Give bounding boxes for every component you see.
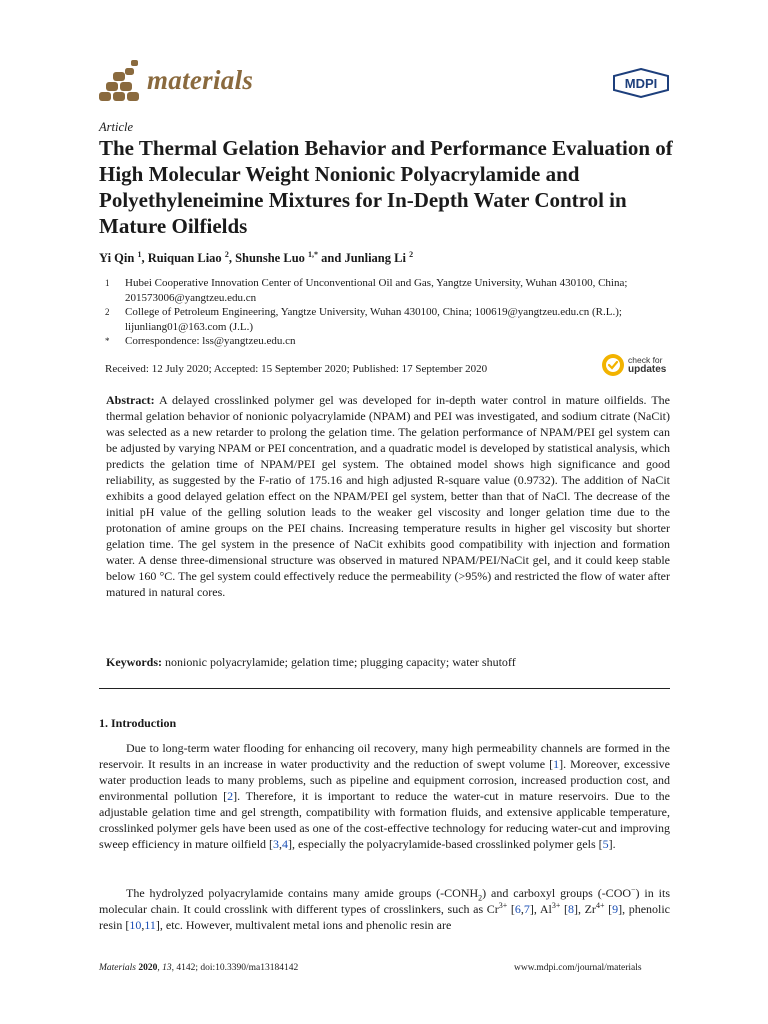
publisher-name: MDPI [624,76,658,91]
author-affiliation-marker: 1,* [308,250,319,259]
author-separator: , [228,251,236,266]
affiliation-marker: 1 [105,278,110,288]
paragraph-text: Due to long-term water flooding for enhancing oil recovery, many high permeability channels are formed in the reservoir. It results in an increase in water productivity and the reduction of swept volume [ [99,741,670,771]
abstract [106,392,670,600]
affiliation-text: Hubei Cooperative Innovation Center of Unconventional Oil and Gas, Yangtze University, Wuhan 430100, China; 201573006@yangtzeu.edu.cn [125,277,628,304]
superscript: 3+ [551,901,561,910]
superscript: 3+ [498,901,508,910]
section-divider [99,688,670,689]
footer-journal-url[interactable]: www.mdpi.com/journal/materials [514,963,642,973]
author-name[interactable]: Shunshe Luo [235,251,305,266]
subscript: 2 [478,893,483,903]
author-name[interactable]: Ruiquan Liao [147,251,222,266]
affiliation-marker: * [105,336,110,346]
updates-label-bottom: updates [628,364,667,375]
paragraph-text: [ [604,902,613,916]
abstract-text: A delayed crosslinked polymer gel was developed for in-depth water control in mature oilfields. The thermal gelation behavior of nonionic polyacrylamide (NPAM) and PEI was investigated, and sodium citrate (NaCit) was selected as a new retarder to prolong the gelation time. The gelation performance of NPAM/PEI gel system can be adjusted by varying NPAM or PEI concentration, and a quadratic model is developed by statistical analysis, which predicts the gelation time of NPAM/PEI gel system. The obtained model shows high significance and good reliability, as suggested by the F-ratio of 175.16 and high adjusted R-square value (0.9732). The addition of NaCit exhibits a good delayed gelation effect on the NPAM/PEI gel system, better than that of NaCl. The decrease of the initial pH value of the gelling solution leads to the weaker gel viscosity and longer gelation time due to the protonation of amine groups on the PEI chains. Increasing temperature results in higher gel viscosity but shorter gelation time. The gel system in the presence of NaCit exhibits good compatibility with injection and formation water. A dense three-dimensional structure was observed in matured NPAM/PEI/NaCit gel, and it could keep stable below 160 °C. The gel system could effectively reduce the permeability (>95%) and restricted the flow of water after matured in natural cores. [106,393,671,599]
check-for-updates-button[interactable] [601,353,666,377]
citation-link[interactable]: 1 [553,757,560,771]
affiliation-text: College of Petroleum Engineering, Yangtze University, Wuhan 430100, China; 100619@yangtzeu.edu.cn (R.L.); lijunliang01@163.com (J.L.) [125,306,622,333]
paragraph-text: ) in its molecular chain. It could crosslink with different types of crosslinkers, such as Cr [99,886,670,916]
superscript: − [631,885,636,894]
paragraph-text: ]. Therefore, it is important to reduce the water-cut in mature reservoirs. Due to the adjustable gelation time and gel strength, compatibility with formation fluids, and extensive applicable temperature, crosslinked polymer gels have been used as one of the cost-effective technology for reducing water-cut and improving sweep efficiency in mature oilfield [ [99,789,670,851]
author-name[interactable]: Junliang Li [344,251,406,266]
citation-link[interactable]: 5 [602,837,609,851]
footer-year: 2020 [138,963,158,973]
intro-paragraph-2 [99,885,670,933]
citation-link[interactable]: 11 [144,918,156,932]
paragraph-text: [ [560,902,568,916]
affiliation-marker: 2 [105,307,110,317]
paragraph-text: ], especially the polyacrylamide-based crosslinked polymer gels [ [288,837,603,851]
author-affiliation-marker: 2 [224,250,229,259]
citation-link[interactable]: 8 [567,902,574,916]
paragraph-text: , [520,902,524,916]
paragraph-text: ], Al [529,902,552,916]
paragraph-text: ]. [608,837,616,851]
citation-link[interactable]: 7 [523,902,530,916]
citation-link[interactable]: 3 [273,837,280,851]
correspondence-text: Correspondence: lss@yangtzeu.edu.cn [125,335,296,347]
paragraph-text: ], Zr [573,902,596,916]
superscript: 4+ [595,901,605,910]
journal-logo[interactable] [97,58,253,102]
footer-doi[interactable]: , 4142; doi:10.3390/ma13184142 [171,963,299,973]
paragraph-text: , [279,837,283,851]
author-affiliation-marker: 1 [137,250,142,259]
citation-link[interactable]: 2 [227,789,234,803]
paragraph-text: ], phenolic resin [ [99,902,671,932]
paragraph-text: , [141,918,145,932]
citation-link[interactable]: 6 [514,902,521,916]
keywords-text: nonionic polyacrylamide; gelation time; plugging capacity; water shutoff [165,655,516,669]
article-title: The Thermal Gelation Behavior and Performance Evaluation of High Molecular Weight Nonionic Polyacrylamide and Polyethyleneimine Mixtures for In-Depth Water Control in Mature Oilfields [99,136,673,238]
author-separator: , [141,251,148,266]
paragraph-text: The hydrolyzed polyacrylamide contains many amide groups (-CONH [126,886,479,900]
article-type: Article [99,120,134,134]
intro-paragraph-1 [99,740,670,852]
citation-link[interactable]: 10 [129,918,142,932]
keywords-label: Keywords: [106,655,162,669]
abstract-label: Abstract: [106,393,155,407]
section-heading: 1. Introduction [99,716,177,730]
paragraph-text: [ [507,902,515,916]
updates-label-top: check for [628,355,663,365]
check-updates-icon [601,353,625,377]
author-name[interactable]: Yi Qin [99,251,135,266]
keywords [106,655,670,670]
paragraph-text: ]. Moreover, excessive water production leads to many problems, such as pipeline and equipment corrosion, increased production cost, and environmental pollution [ [99,757,670,803]
author-separator: and [318,251,345,266]
journal-name: materials [147,64,254,95]
journal-logo-icon [97,58,143,102]
footer-volume: 13 [162,963,172,973]
citation-link[interactable]: 9 [612,902,619,916]
publication-dates: Received: 12 July 2020; Accepted: 15 September 2020; Published: 17 September 2020 [105,363,488,375]
footer-journal: Materials [99,963,136,973]
paragraph-text: ], etc. However, multivalent metal ions and phenolic resin are [155,918,452,932]
author-list [99,250,413,266]
footer-citation: Materials 2020, 13, 4142; doi:10.3390/ma13184142 [99,963,299,973]
paragraph-text: ) and carboxyl groups (-COO [482,886,632,900]
citation-link[interactable]: 4 [282,837,289,851]
author-affiliation-marker: 2 [409,250,414,259]
mdpi-logo[interactable] [612,68,670,98]
